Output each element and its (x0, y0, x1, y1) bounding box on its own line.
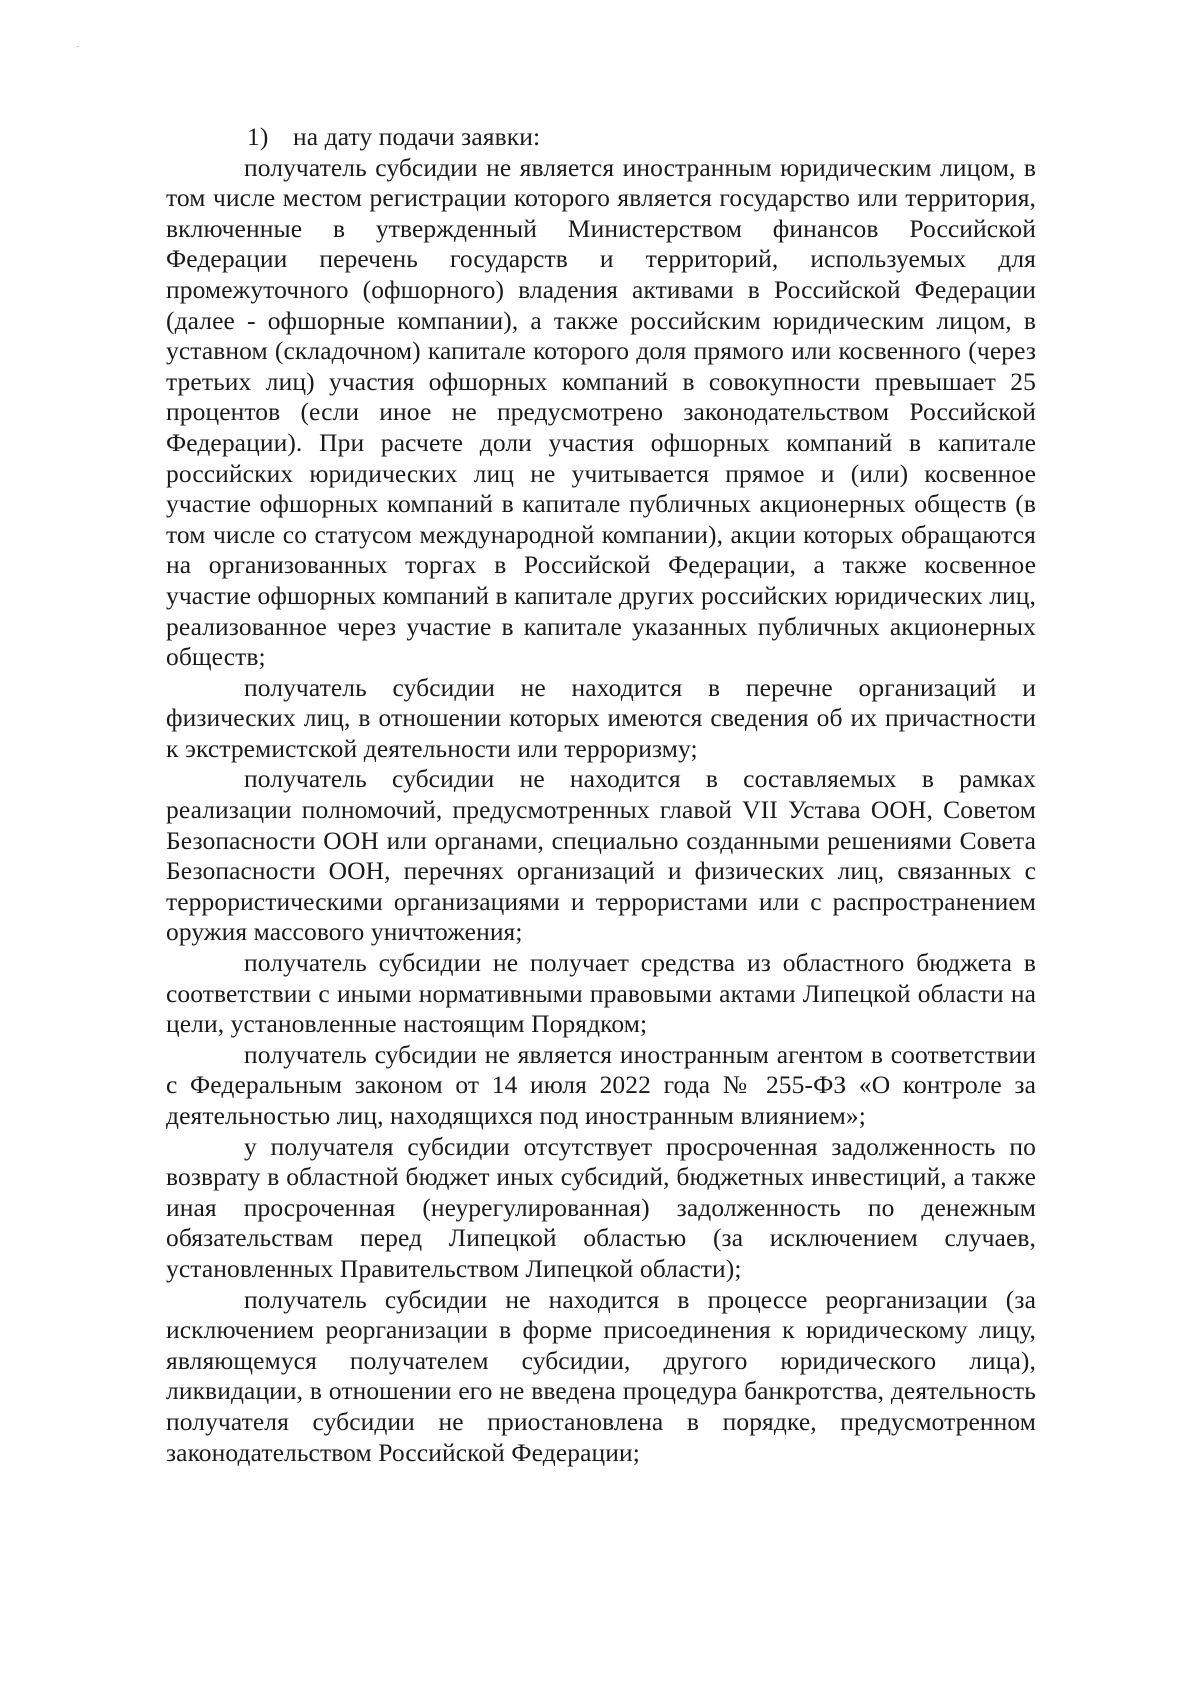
paragraph-reorganization: получатель субсидии не находится в процессе реорганизации (за исключением реорганизации в форме присоединения к юридическому лицу, являющемуся получателем субсидии, другого юридического лица), ликвидации, в отношении его не введена процедура банкротства, деятельность получателя субсидии не приостановлена в порядке, предусмотренном законодательством Российской Федерации; (166, 1284, 1036, 1467)
scan-mark (76, 46, 79, 47)
paragraph-debt: у получателя субсидии отсутствует просроченная задолженность по возврату в областной бюджет иных субсидий, бюджетных инвестиций, а также иная просроченная (неурегулированная) задолженность по денежным обязательствам перед Липецкой областью (за исключением случаев, установленных Правительством Липецкой области); (166, 1131, 1036, 1283)
paragraph-un-lists: получатель субсидии не находится в составляемых в рамках реализации полномочий, предусмотренных главой VII Устава ООН, Советом Безопасности ООН или органами, специально созданными решениями Совета Безопасности ООН, перечнях организаций и физических лиц, связанных с террористическими организациями и террористами или с распространением оружия массового уничтожения; (166, 764, 1036, 947)
paragraph-offshore: получатель субсидии не является иностранным юридическим лицом, в том числе местом регистрации которого является государство или территория, включенные в утвержденный Министерством финансов Российской Федерации перечень государств и территорий, используемых для промежуточного (офшорного) владения активами в Российской Федерации (далее - офшорные компании), а также российским юридическим лицом, в уставном (складочном) капитале которого доля прямого или косвенного (через третьих лиц) участия офшорных компаний в совокупности превышает 25 процентов (если иное не предусмотрено законодательством Российской Федерации). При расчете доли участия офшорных компаний в капитале российских юридических лиц не учитывается прямое и (или) косвенное участие офшорных компаний в капитале публичных акционерных обществ (в том числе со статусом международной компании), акции которых обращаются на организованных торгах в Российской Федерации, а также косвенное участие офшорных компаний в капитале других российских юридических лиц, реализованное через участие в капитале указанных публичных акционерных обществ; (166, 152, 1036, 672)
paragraph-budget-funds: получатель субсидии не получает средства из областного бюджета в соответствии с иными нормативными правовыми актами Липецкой области на цели, установленные настоящим Порядком; (166, 948, 1036, 1039)
item-heading-text: на дату подачи заявки: (293, 122, 541, 151)
document-body (166, 122, 1036, 1468)
item-heading (166, 122, 1036, 153)
item-number: 1) (247, 122, 269, 151)
paragraph-extremism: получатель субсидии не находится в перечне организаций и физических лиц, в отношении которых имеются сведения об их причастности к экстремистской деятельности или терроризму; (166, 672, 1036, 763)
paragraph-foreign-agent: получатель субсидии не является иностранным агентом в соответствии с Федеральным законом от 14 июля 2022 года № 255-ФЗ «О контроле за деятельностью лиц, находящихся под иностранным влиянием»; (166, 1039, 1036, 1130)
